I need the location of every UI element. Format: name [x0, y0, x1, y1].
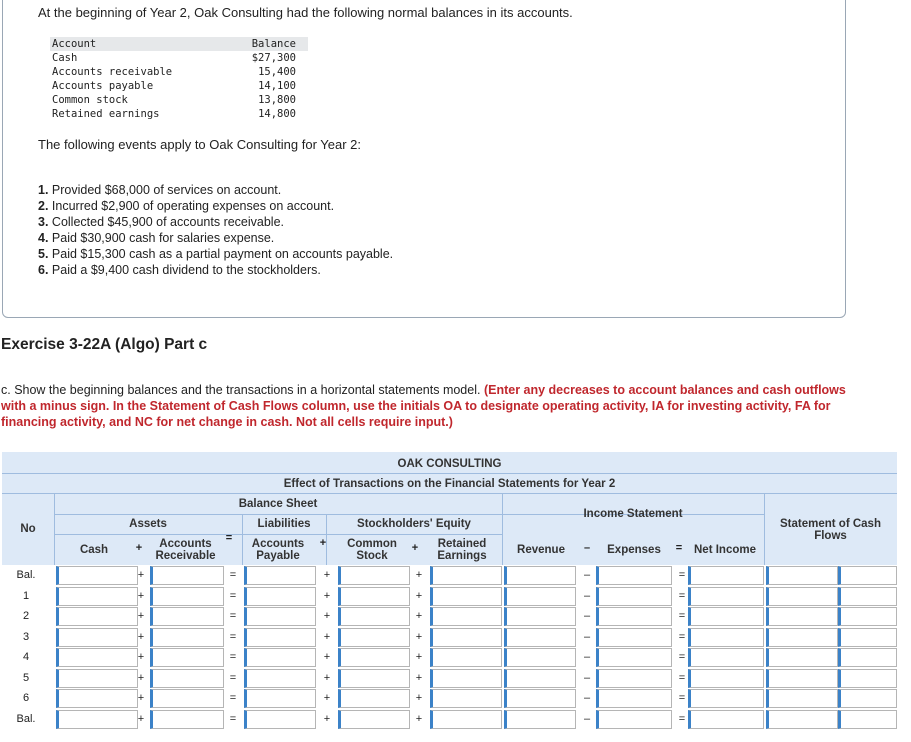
amount-input[interactable] — [430, 587, 502, 606]
row-operator: + — [323, 610, 331, 622]
row-operator: + — [323, 651, 331, 663]
amount-input[interactable] — [150, 689, 224, 708]
cs-header: Common Stock — [347, 538, 397, 562]
amount-input[interactable] — [244, 566, 316, 585]
row-operator: = — [678, 630, 686, 643]
row-operator: – — [583, 692, 591, 704]
amount-input[interactable] — [596, 628, 672, 647]
row-operator: = — [229, 589, 237, 602]
amount-input[interactable] — [596, 689, 672, 708]
amount-input[interactable] — [56, 628, 138, 647]
row-operator: – — [583, 651, 591, 663]
amount-input[interactable] — [688, 628, 764, 647]
expenses-header: Expenses — [607, 544, 661, 556]
amount-input[interactable] — [504, 628, 576, 647]
account-name: Retained earnings — [52, 108, 160, 120]
amount-input[interactable] — [688, 607, 764, 626]
row-operator: + — [415, 651, 423, 663]
row-label: 5 — [22, 671, 30, 684]
instructions-emphasis: (Enter any decreases to account balances and cash outflows with a minus sign. In the Statement of Cash Flows column, use the initials OA to designate operating activity, IA for investing activity, FA for financing activity, and NC for net change in cash. Not all cells require input.) — [1, 383, 846, 429]
balances-row — [50, 107, 308, 121]
amount-input[interactable] — [838, 669, 897, 688]
row-operator: = — [678, 610, 686, 622]
amount-input[interactable] — [504, 587, 576, 606]
revenue-header: Revenue — [517, 544, 565, 556]
amount-input[interactable] — [150, 628, 224, 647]
amount-input[interactable] — [504, 566, 576, 585]
account-name: Cash — [52, 52, 78, 64]
amount-input[interactable] — [56, 648, 138, 667]
row-operator: + — [415, 569, 423, 581]
row-operator: = — [229, 692, 237, 704]
account-name: Accounts receivable — [52, 66, 173, 78]
amount-input[interactable] — [244, 607, 316, 626]
amount-input[interactable] — [596, 648, 672, 667]
account-header: Account — [52, 38, 97, 50]
row-label: 2 — [22, 610, 30, 622]
amount-input[interactable] — [150, 710, 224, 729]
amount-input[interactable] — [838, 689, 897, 708]
amount-input[interactable] — [596, 669, 672, 688]
row-operator: + — [137, 692, 145, 704]
amount-input[interactable] — [766, 607, 838, 626]
row-operator: = — [678, 589, 686, 602]
amount-input[interactable] — [56, 607, 138, 626]
amount-input[interactable] — [596, 587, 672, 606]
amount-input[interactable] — [244, 689, 316, 708]
amount-input[interactable] — [688, 669, 764, 688]
row-operator: + — [137, 610, 145, 622]
amount-input[interactable] — [766, 587, 838, 606]
header-operator: + — [411, 542, 419, 554]
amount-input[interactable] — [430, 689, 502, 708]
event-item — [38, 198, 393, 214]
statements-model-table — [2, 452, 897, 732]
amount-input[interactable] — [338, 566, 410, 585]
amount-input[interactable] — [430, 648, 502, 667]
row-operator: + — [323, 630, 331, 643]
cash-flows-header: Statement of Cash Flows — [780, 517, 881, 542]
row-operator: + — [415, 589, 423, 602]
amount-input[interactable] — [150, 587, 224, 606]
amount-input[interactable] — [504, 648, 576, 667]
event-text: Paid $15,300 cash as a partial payment on accounts payable. — [51, 247, 394, 261]
amount-input[interactable] — [150, 648, 224, 667]
amount-input[interactable] — [504, 607, 576, 626]
balance-header: Balance — [251, 38, 296, 50]
amount-input[interactable] — [766, 566, 838, 585]
event-text: Paid $30,900 cash for salaries expense. — [51, 231, 275, 245]
amount-input[interactable] — [338, 648, 410, 667]
event-item — [38, 230, 393, 246]
row-operator: – — [583, 610, 591, 622]
amount-input[interactable] — [596, 710, 672, 729]
amount-input[interactable] — [338, 628, 410, 647]
account-balance: 14,800 — [258, 108, 296, 120]
row-operator: + — [137, 651, 145, 663]
row-operator: = — [229, 610, 237, 622]
event-text: Paid a $9,400 cash dividend to the stockholders. — [51, 263, 321, 277]
amount-input[interactable] — [430, 628, 502, 647]
header-operator: – — [583, 542, 591, 554]
amount-input[interactable] — [504, 669, 576, 688]
amount-input[interactable] — [766, 689, 838, 708]
ar-header: Accounts Receivable — [155, 538, 216, 562]
balance-sheet-header: Balance Sheet — [238, 498, 318, 510]
amount-input[interactable] — [430, 710, 502, 729]
cash-header: Cash — [79, 544, 109, 556]
amount-input[interactable] — [244, 710, 316, 729]
assets-header: Assets — [129, 518, 167, 530]
amount-input[interactable] — [338, 587, 410, 606]
ap-header: Accounts Payable — [251, 538, 305, 562]
row-operator: + — [323, 589, 331, 602]
amount-input[interactable] — [766, 648, 838, 667]
amount-input[interactable] — [56, 566, 138, 585]
amount-input[interactable] — [838, 607, 897, 626]
amount-input[interactable] — [838, 587, 897, 606]
event-text: Collected $45,900 of accounts receivable. — [51, 215, 285, 229]
balances-table — [50, 37, 308, 121]
header-operator: = — [225, 532, 233, 544]
amount-input[interactable] — [338, 669, 410, 688]
row-operator: + — [415, 610, 423, 622]
account-name: Common stock — [52, 94, 128, 106]
amount-input[interactable] — [150, 669, 224, 688]
row-label: 1 — [22, 589, 30, 602]
event-number: 4. — [38, 231, 49, 245]
row-operator: + — [415, 712, 423, 725]
balances-row — [50, 79, 308, 93]
balances-row — [50, 93, 308, 107]
amount-input[interactable] — [244, 628, 316, 647]
amount-input[interactable] — [838, 710, 897, 729]
amount-input[interactable] — [596, 566, 672, 585]
amount-input[interactable] — [688, 710, 764, 729]
row-operator: = — [678, 569, 686, 581]
row-operator: – — [583, 589, 591, 602]
account-name: Accounts payable — [52, 80, 154, 92]
amount-input[interactable] — [430, 566, 502, 585]
row-label: Bal. — [16, 569, 36, 581]
event-number: 5. — [38, 247, 49, 261]
no-header: No — [20, 523, 36, 535]
row-operator: + — [415, 630, 423, 643]
intro-text: At the beginning of Year 2, Oak Consulting had the following normal balances in its accounts. — [38, 5, 573, 20]
company-name: OAK CONSULTING — [397, 457, 502, 470]
amount-input[interactable] — [56, 669, 138, 688]
amount-input[interactable] — [244, 648, 316, 667]
event-text: Incurred $2,900 of operating expenses on account. — [51, 199, 335, 213]
amount-input[interactable] — [838, 566, 897, 585]
row-operator: – — [583, 671, 591, 684]
row-operator: = — [678, 692, 686, 704]
header-operator: = — [675, 542, 683, 554]
row-operator: + — [137, 712, 145, 725]
row-operator: = — [229, 569, 237, 581]
amount-input[interactable] — [766, 628, 838, 647]
row-operator: + — [323, 671, 331, 684]
amount-input[interactable] — [688, 566, 764, 585]
amount-input[interactable] — [596, 607, 672, 626]
event-number: 2. — [38, 199, 49, 213]
amount-input[interactable] — [504, 710, 576, 729]
instructions — [1, 382, 871, 430]
row-operator: = — [229, 651, 237, 663]
account-balance: 15,400 — [258, 66, 296, 78]
exercise-title: Exercise 3-22A (Algo) Part c — [1, 336, 208, 353]
amount-input[interactable] — [688, 587, 764, 606]
row-operator: + — [323, 712, 331, 725]
amount-input[interactable] — [430, 607, 502, 626]
row-operator: + — [415, 692, 423, 704]
amount-input[interactable] — [766, 669, 838, 688]
event-text: Provided $68,000 of services on account. — [51, 183, 282, 197]
event-number: 3. — [38, 215, 49, 229]
row-operator: = — [229, 671, 237, 684]
row-operator: = — [229, 630, 237, 643]
row-operator: = — [678, 671, 686, 684]
amount-input[interactable] — [150, 566, 224, 585]
event-number: 1. — [38, 183, 49, 197]
re-header: Retained Earnings — [437, 538, 487, 562]
event-item — [38, 214, 393, 230]
row-operator: = — [678, 712, 686, 725]
amount-input[interactable] — [838, 628, 897, 647]
row-operator: + — [323, 569, 331, 581]
amount-input[interactable] — [504, 689, 576, 708]
amount-input[interactable] — [56, 689, 138, 708]
amount-input[interactable] — [56, 710, 138, 729]
amount-input[interactable] — [838, 648, 897, 667]
amount-input[interactable] — [430, 669, 502, 688]
row-operator: + — [323, 692, 331, 704]
event-item — [38, 246, 393, 262]
statement-subtitle: Effect of Transactions on the Financial Statements for Year 2 — [283, 477, 616, 490]
amount-input[interactable] — [244, 587, 316, 606]
row-operator: – — [583, 569, 591, 581]
row-operator: + — [137, 630, 145, 643]
account-balance: 13,800 — [258, 94, 296, 106]
amount-input[interactable] — [338, 689, 410, 708]
event-item — [38, 262, 393, 278]
row-label: 4 — [22, 651, 30, 663]
account-balance: $27,300 — [251, 52, 296, 64]
events-list — [38, 182, 393, 278]
row-operator: = — [229, 712, 237, 725]
event-number: 6. — [38, 263, 49, 277]
amount-input[interactable] — [244, 669, 316, 688]
balances-row — [50, 51, 308, 65]
row-operator: + — [137, 589, 145, 602]
balances-header — [50, 37, 308, 51]
row-label: Bal. — [16, 712, 36, 725]
amount-input[interactable] — [766, 710, 838, 729]
amount-input[interactable] — [688, 689, 764, 708]
balances-row — [50, 65, 308, 79]
row-operator: – — [583, 630, 591, 643]
row-operator: = — [678, 651, 686, 663]
amount-input[interactable] — [338, 710, 410, 729]
row-operator: – — [583, 712, 591, 725]
amount-input[interactable] — [688, 648, 764, 667]
amount-input[interactable] — [338, 607, 410, 626]
row-operator: + — [137, 671, 145, 684]
equity-header: Stockholders' Equity — [357, 518, 471, 530]
account-balance: 14,100 — [258, 80, 296, 92]
net-income-header: Net Income — [694, 544, 756, 556]
liabilities-header: Liabilities — [257, 518, 311, 530]
header-operator: + — [135, 542, 143, 554]
income-statement-header: Income Statement — [583, 508, 683, 520]
header-operator: + — [319, 537, 327, 549]
row-operator: + — [137, 569, 145, 581]
amount-input[interactable] — [56, 587, 138, 606]
row-label: 3 — [22, 630, 30, 643]
row-label: 6 — [22, 692, 30, 704]
row-operator: + — [415, 671, 423, 684]
amount-input[interactable] — [150, 607, 224, 626]
event-item — [38, 182, 393, 198]
events-intro: The following events apply to Oak Consulting for Year 2: — [38, 137, 362, 152]
instructions-text: c. Show the beginning balances and the transactions in a horizontal statements model. — [1, 383, 484, 397]
